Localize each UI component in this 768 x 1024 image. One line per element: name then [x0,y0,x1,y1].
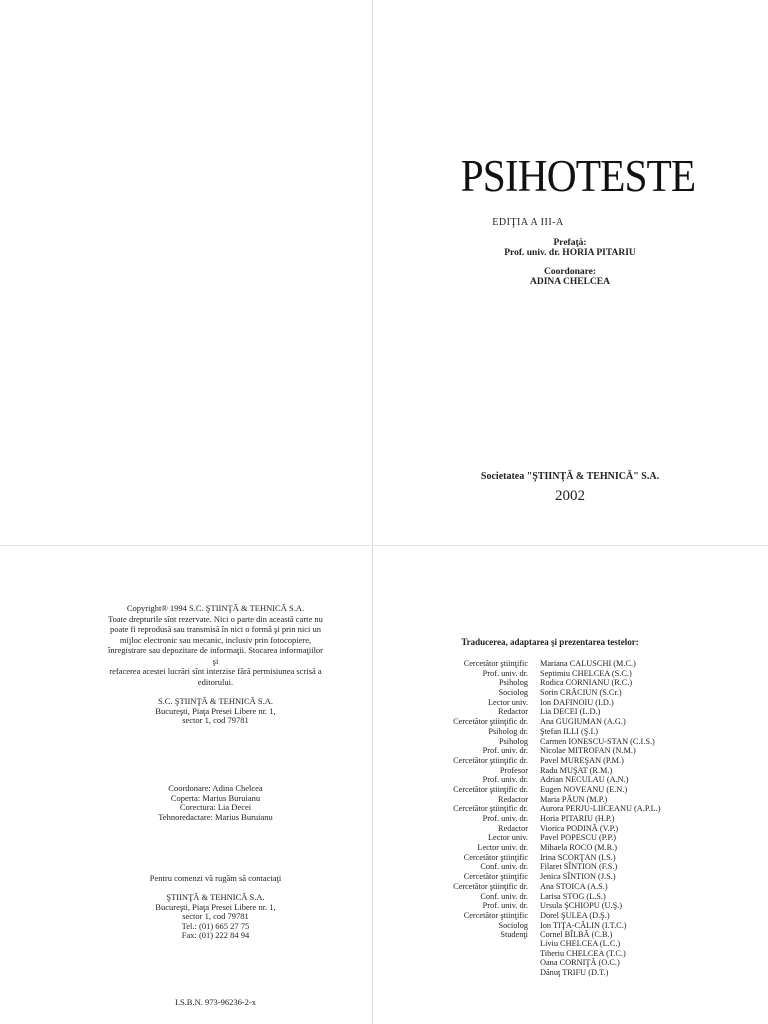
staff-name: Mariana CALUSCHI (M.C.) [540,659,636,668]
book-title: PSIHOTESTE [460,151,696,201]
staff-list [415,659,661,940]
staff-role: Sociolog [498,688,528,698]
staff-role: Prof. univ. dr. [482,814,528,823]
staff-name: Larisa STOG (L.S.) [540,891,606,901]
students-list [540,939,626,978]
staff-row [415,804,661,814]
staff-name: Radu MUŞAT (R.M.) [540,765,613,775]
staff-role: Redactor [498,823,528,833]
staff-role: Cercetător ştiinţific [463,872,528,882]
order-line: Bucureşti, Piaţa Presei Libere nr. 1, [155,901,276,912]
staff-row [415,688,661,698]
staff-role: Redactor [498,794,528,804]
staff-row [415,659,661,669]
order-line: Fax: (01) 222 84 94 [181,930,250,940]
staff-row [415,853,661,863]
staff-name: Horia PITARIU (H.P.) [540,814,615,823]
staff-role: Psiholog [498,678,528,688]
staff-row [415,892,661,902]
address-line: Bucureşti, Piaţa Presei Libere nr. 1, [155,705,276,716]
staff-role: Prof. univ. dr. [482,901,528,911]
copyright-line: mijloc electronic sau mecanic, inclusiv prin fotocopiere, [119,634,312,645]
staff-row [415,746,661,756]
staff-name: Irina SCORŢAN (I.S.) [540,852,616,862]
staff-row [415,882,661,892]
staff-name: Viorica PODINĂ (V.P.) [540,823,619,833]
staff-name: Ana STOICA (A.S.) [540,881,608,891]
staff-name: Sorin CRĂCIUN (S.Cr.) [540,688,622,698]
staff-row [415,669,661,679]
order-line: Pentru comenzi vă rugăm să contactaţi [149,873,282,883]
staff-role: Conf. univ. dr. [480,862,528,872]
orders-block [108,874,323,941]
staff-role: Cercetător ştiinţific [463,910,528,920]
staff-row [415,717,661,727]
staff-name: Aurora PERJU-LIICEANU (A.P.L.) [540,804,661,814]
staff-name: Nicolae MITROFAN (N.M.) [540,746,636,756]
staff-role: Psiholog dr. [488,726,528,736]
staff-name: Adrian NECULAU (A.N.) [540,775,629,785]
translation-heading: Traducerea, adaptarea şi prezentarea testelor: [461,637,639,647]
staff-name: Cornel BÎLBĂ (C.B.) [540,930,613,940]
credit-line: Coordonare: Adina Chelcea [168,783,263,793]
staff-role: Psiholog [498,736,528,746]
credits-block [108,784,323,822]
publisher-address [108,697,323,726]
staff-role: Cercetător ştiinţific dr. [453,804,528,814]
staff-name: Ursula ŞCHIOPU (U.Ş.) [540,901,623,911]
page-divider [0,545,768,546]
staff-role: Profesor [499,765,528,775]
student-name: Dănuţ TRIFU (D.T.) [540,968,609,978]
staff-name: Maria PĂUN (M.P.) [540,794,608,804]
staff-name: Ana GUGIUMAN (A.G.) [540,717,626,727]
credit-line: Tehnoredactare: Marius Buruianu [158,811,273,822]
staff-row [415,775,661,785]
staff-name: Rodica CORNIANU (R.C.) [540,678,633,688]
staff-name: Ion TIŢA-CĂLIN (I.T.C.) [540,920,627,930]
staff-role: Conf. univ. dr. [480,891,528,901]
coordination-name: ADINA CHELCEA [530,277,610,287]
staff-row [415,766,661,776]
staff-name: Filaret SÎNTION (F.S.) [540,862,618,872]
credit-line: Coperta: Marius Buruianu [170,792,261,803]
coordination-label: Coordonare: [543,267,597,277]
copyright-notice [108,603,323,687]
address-line: sector 1, cod 79781 [182,715,249,725]
staff-role: Lector univ. dr. [477,843,528,853]
staff-role: Redactor [498,707,528,717]
staff-row [415,911,661,921]
staff-row [415,921,661,931]
staff-name: Jenica SÎNTION (J.S.) [540,872,616,882]
staff-name: Eugen NOVEANU (E.N.) [540,784,628,794]
staff-role: Prof. univ. dr. [482,668,528,678]
student-name: Liviu CHELCEA (L.C.) [540,939,621,948]
staff-role: Cercetător ştiinţific dr. [453,881,528,891]
copyright-line: înregistrare sau depozitare de informaţii. Stocarea informaţiilor şi [108,645,324,666]
staff-row [415,862,661,872]
staff-name: Pavel MUREŞAN (P.M.) [540,755,624,765]
student-name: Oana CORNIŢĂ (O.C.) [540,958,620,968]
staff-name: Ştefan ILLI (Ş.I.) [540,726,599,736]
staff-role: Studenţi [500,930,528,940]
publication-year: 2002 [555,488,585,504]
staff-row [415,785,661,795]
copyright-line: Toate drepturile sînt rezervate. Nici o parte din această carte nu [108,613,323,624]
credit-line: Corectura: Lia Decei [179,802,252,812]
staff-name: Mihaela ROCO (M.R.) [540,843,617,853]
preface-label: Prefaţă: [553,238,587,248]
staff-row [415,795,661,805]
staff-row [415,698,661,708]
staff-name: Dorel ŞULEA (D.Ş.) [540,910,610,920]
staff-name: Pavel POPESCU (P.P.) [540,833,617,843]
staff-role: Lector univ. [487,697,528,707]
staff-role: Lector univ. [487,833,528,843]
staff-row [415,814,661,824]
staff-row [415,824,661,834]
staff-role: Cercetător ştiinţific [463,659,528,668]
staff-row [415,727,661,737]
staff-name: Septimiu CHELCEA (S.C.) [540,668,632,678]
staff-role: Cercetător ştiinţific dr. [453,717,528,727]
staff-name: Lia DECEI (L.D.) [540,707,601,717]
isbn: I.S.B.N. 973-96236-2-x [175,997,256,1007]
staff-role: Prof. univ. dr. [482,775,528,785]
staff-row [415,872,661,882]
order-line: sector 1, cod 79781 [182,911,249,921]
staff-name: Carmen IONESCU-STAN (C.I.S.) [540,736,655,746]
staff-name: Ion DAFINOIU (I.D.) [540,697,614,707]
copyright-line: refacerea acestei lucrări sînt interzise fără permisiunea scrisă a [109,666,322,676]
student-name: Tiberiu CHELCEA (T.C.) [540,948,626,958]
preface-name: Prof. univ. dr. HORIA PITARIU [504,248,636,258]
staff-role: Prof. univ. dr. [482,746,528,756]
order-line: Tel.: (01) 665 27 75 [181,920,250,931]
staff-role: Sociolog [498,920,528,930]
staff-role: Cercetător ştiinţific dr. [453,784,528,794]
copyright-line: Copyright® 1994 S.C. ŞTIINŢĂ & TEHNICĂ S.A. [126,603,305,613]
staff-row [415,707,661,717]
address-line: S.C. ŞTIINŢĂ & TEHNICĂ S.A. [157,696,274,706]
staff-row [415,843,661,853]
order-line: ŞTIINŢĂ & TEHNICĂ S.A. [166,892,265,902]
publisher-line: Societatea "ŞTIINŢĂ & TEHNICĂ" S.A. [480,471,660,482]
staff-role: Cercetător ştiinţific [463,852,528,862]
staff-row [415,737,661,747]
staff-row [415,833,661,843]
copyright-line: poate fi reprodusă sau transmisă în nici o formă şi prin nici un [109,624,322,634]
staff-role: Cercetător ştiinţific dr. [453,755,528,765]
copyright-line: editorului. [197,676,234,687]
edition-label: EDIŢIA A III-A [492,217,564,228]
page-fold [372,0,373,1024]
staff-row [415,678,661,688]
staff-row [415,756,661,766]
staff-row [415,901,661,911]
